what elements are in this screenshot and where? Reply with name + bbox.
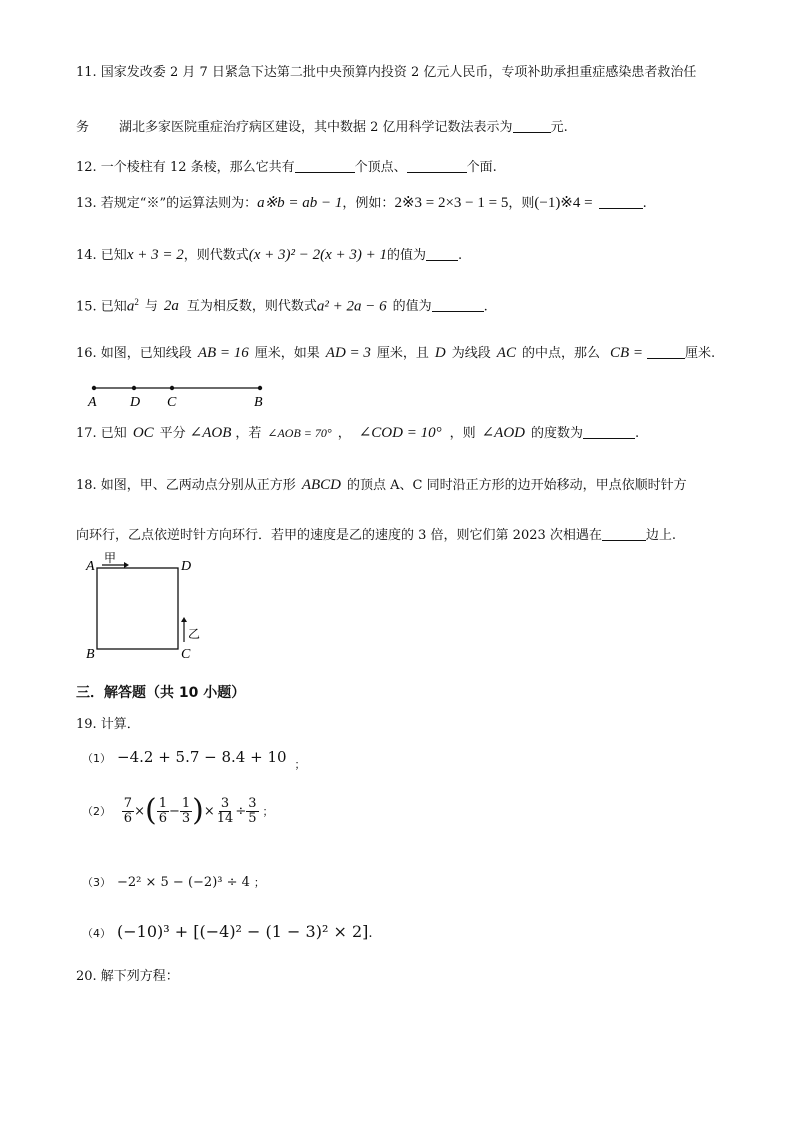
q14-line: 14. 已知x + 3 = 2，则代数式(x + 3)² − 2(x + 3) + 1的值为 . bbox=[76, 247, 463, 263]
math-expression: −2² × 5 − (−2)³ ÷ 4 bbox=[117, 875, 250, 890]
point-d bbox=[132, 386, 136, 390]
label-a: A bbox=[88, 395, 97, 410]
q19-title: 19. 计算． bbox=[76, 717, 140, 732]
fraction: $\frac{3}{5}$ bbox=[248, 795, 257, 826]
math-expression: (−10)³ + [(−4)² − (1 − 3)² × 2] bbox=[117, 922, 369, 941]
point-c bbox=[170, 386, 174, 390]
label-a: A bbox=[86, 559, 95, 574]
q18-line1: 18. 如图，甲、乙两动点分别从正方形 ABCD 的顶点 A、C 同时沿正方形的边开始移动，甲点依顺时针方 bbox=[76, 477, 687, 493]
math-expression: x + 3 = 2 bbox=[126, 247, 184, 263]
math-expression: ∠AOB bbox=[189, 425, 232, 441]
fraction: $\frac{3}{14}$ bbox=[216, 795, 234, 826]
label-c: C bbox=[181, 647, 191, 662]
arrowhead-jia-icon bbox=[124, 562, 129, 568]
q17-line: 17. 已知 OC 平分 ∠AOB ，若 ∠AOB = 70° ， ∠COD = 10° ，则 ∠AOD 的度数为 . bbox=[76, 425, 640, 441]
q12-line: 12. 一个棱柱有 12 条棱，那么它共有 个顶点、 个面. bbox=[76, 160, 497, 175]
answer-blank bbox=[647, 346, 685, 359]
q19-calc-4: （4） (−10)³ + [(−4)² − (1 − 3)² × 2]. bbox=[82, 922, 373, 941]
arrowhead-yi-icon bbox=[181, 617, 187, 622]
label-d: D bbox=[181, 559, 192, 574]
math-expression: AC bbox=[496, 345, 516, 361]
square-figure bbox=[80, 550, 220, 662]
fraction: $\frac{7}{6}$ bbox=[123, 795, 133, 826]
segment-figure bbox=[80, 380, 280, 410]
section-heading: 三．解答题（共 10 小题） bbox=[76, 685, 246, 701]
answer-blank bbox=[599, 196, 643, 209]
q16-line: 16. 如图，已知线段 AB = 16 厘米，如果 AD = 3 厘米，且 D 为线段 AC 的中点，那么 CB = 厘米. bbox=[76, 345, 716, 361]
answer-blank bbox=[602, 528, 646, 541]
q13-line: 13. 若规定“※”的运算法则为：a※b = ab − 1，例如：2※3 = 2×3 − 1 = 5，则(−1)※4 = . bbox=[76, 195, 647, 211]
label-c: C bbox=[167, 395, 177, 410]
fraction: $\frac{1}{3}$ bbox=[181, 795, 191, 826]
math-expression: ∠AOB = 70° bbox=[267, 426, 332, 440]
answer-blank bbox=[583, 426, 635, 439]
point-b bbox=[258, 386, 262, 390]
math-expression: AD = 3 bbox=[325, 345, 371, 361]
math-expression: a bbox=[126, 298, 135, 315]
q19-calc-3: （3） −2² × 5 − (−2)³ ÷ 4 ； bbox=[82, 875, 265, 890]
q11-line1: 11. 国家发改委 2 月 7 日紧急下达第二批中央预算内投资 2 亿元人民币，专项补助承担重症感染患者救治任 bbox=[76, 65, 697, 80]
q11-line2: 务 湖北多家医院重症治疗病区建设，其中数据 2 亿用科学记数法表示为 元. bbox=[76, 120, 568, 135]
point-a bbox=[92, 386, 96, 390]
answer-blank bbox=[513, 120, 551, 133]
math-expression: 2※3 = 2×3 − 1 = 5 bbox=[394, 195, 509, 211]
math-expression: AB = 16 bbox=[197, 345, 249, 361]
q18-line2: 向环行，乙点依逆时针方向环行．若甲的速度是乙的速度的 3 倍，则它们第 2023 次相遇在 边上. bbox=[76, 528, 677, 543]
q15-line: 15. 已知$a^2$ 与 2a 互为相反数，则代数式a² + 2a − 6 的值为 . bbox=[76, 297, 488, 315]
math-expression: −4.2 + 5.7 − 8.4 + 10 bbox=[117, 748, 287, 766]
math-expression: D bbox=[434, 345, 446, 361]
answer-blank bbox=[426, 248, 458, 261]
label-yi: 乙 bbox=[188, 627, 201, 641]
math-expression: ∠AOD bbox=[481, 425, 525, 441]
q19-calc-1: （1） −4.2 + 5.7 − 8.4 + 10 $_;$ bbox=[82, 748, 306, 771]
math-expression: OC bbox=[132, 425, 154, 441]
math-expression: ∠COD = 10° bbox=[358, 425, 442, 441]
q20-title: 20. 解下列方程： bbox=[76, 969, 179, 984]
answer-blank bbox=[295, 160, 355, 173]
math-expression: ABCD bbox=[301, 477, 341, 493]
label-jia: 甲 bbox=[104, 551, 117, 565]
math-expression: a※b = ab − 1 bbox=[257, 195, 343, 211]
answer-blank bbox=[407, 160, 467, 173]
math-expression: CB = bbox=[609, 345, 644, 361]
math-expression: 2a bbox=[163, 298, 179, 315]
math-expression: (−1)※4 = bbox=[534, 195, 593, 211]
q19-calc-2: （2） $\frac{7}{6}$ ×( $\frac{1}{6}$ − $\frac{1}{3}$ )× $\frac{3}{14}$ ÷ $\frac{3}{5}$ ； bbox=[82, 793, 274, 828]
math-expression: (x + 3)² − 2(x + 3) + 1 bbox=[248, 247, 388, 263]
square-abcd bbox=[97, 568, 178, 649]
answer-blank bbox=[432, 299, 484, 312]
math-expression: a² + 2a − 6 bbox=[316, 298, 387, 315]
label-b: B bbox=[86, 647, 95, 662]
fraction: $\frac{1}{6}$ bbox=[158, 795, 167, 826]
label-d: D bbox=[130, 395, 141, 410]
label-b: B bbox=[254, 395, 263, 410]
